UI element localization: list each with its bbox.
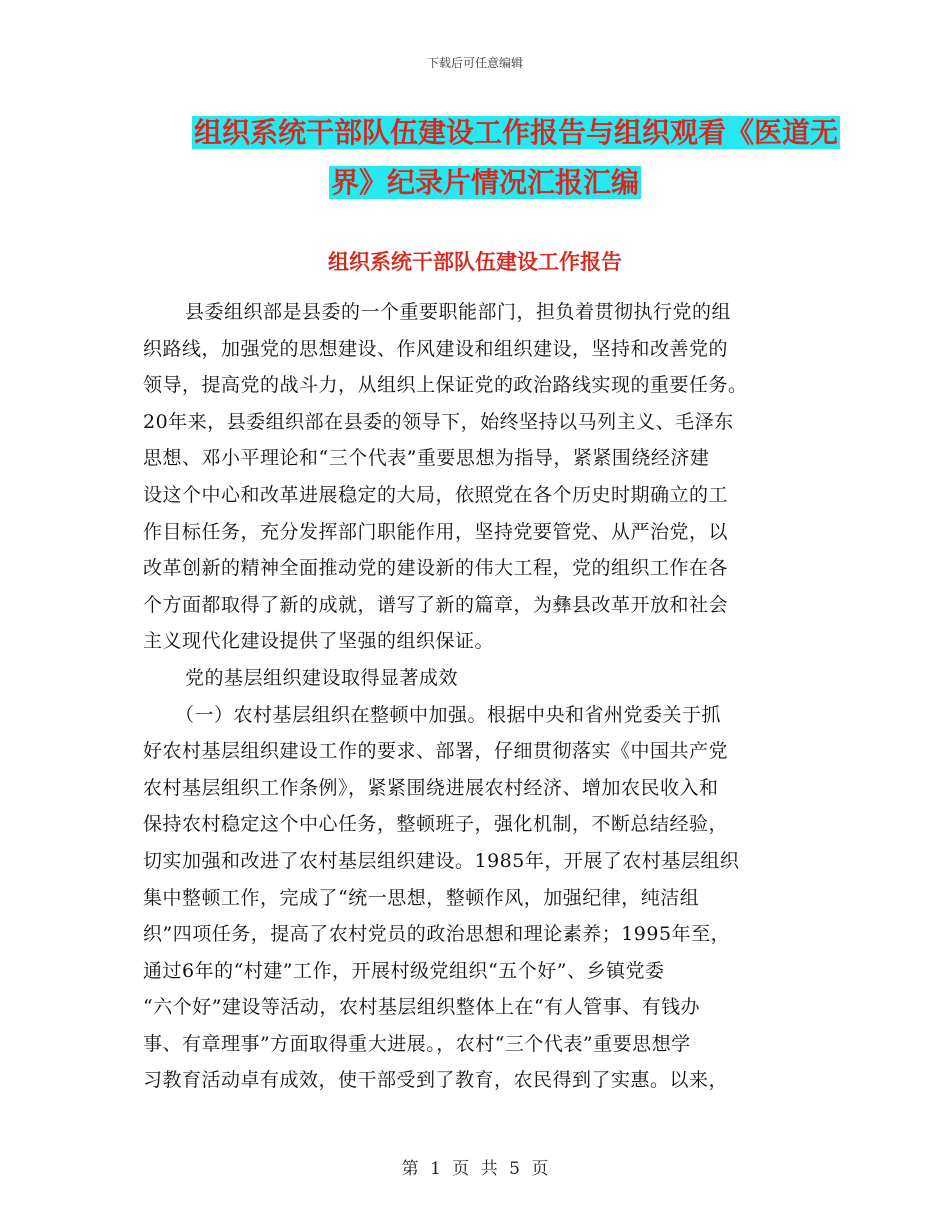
paragraph-2-line: “六个好”建设等活动，农村基层组织整体上在“有人管事、有钱办 — [143, 996, 701, 1019]
paragraph-2-line: 切实加强和改进了农村基层组织建设。1985年，开展了农村基层组织 — [143, 849, 740, 872]
paragraph-2-line: 事、有章理事”方面取得重大进展。，农村“三个代表”重要思想学 — [143, 1032, 691, 1055]
document-title — [150, 108, 839, 208]
paragraph-1-line: 设这个中心和改革进展稳定的大局，依照党在各个历史时期确立的工 — [143, 483, 729, 506]
paragraph-1-line: 20年来，县委组织部在县委的领导下，始终坚持以马列主义、毛泽东 — [143, 410, 734, 433]
paragraph-1-line: 县委组织部是县委的一个重要职能部门，担负着贯彻执行党的组 — [185, 301, 732, 323]
section-title: 组织系统干部队伍建设工作报告 — [328, 250, 622, 274]
paragraph-1-line: 思想、邓小平理论和“三个代表”重要思想为指导，紧紧围绕经济建 — [143, 447, 710, 470]
paragraph-1-line: 改革创新的精神全面推动党的建设新的伟大工程，党的组织工作在各 — [143, 557, 729, 580]
title-line-2-text: 界》纪录片情况汇报汇编 — [331, 166, 640, 199]
title-line-2 — [150, 158, 810, 208]
paragraph-1-line: 主义现代化建设提供了坚强的组织保证。 — [143, 630, 495, 653]
title-line-1 — [150, 108, 839, 158]
paragraph-2-line: 织”四项任务，提高了农村党员的政治思想和理论素养；1995年至， — [143, 923, 731, 946]
header-note: 下载后可任意编辑 — [426, 56, 523, 70]
paragraph-1-line: 作目标任务，充分发挥部门职能作用，坚持党要管党、从严治党，以 — [143, 520, 729, 543]
paragraph-1-line: 织路线，加强党的思想建设、作风建设和组织建设，坚持和改善党的 — [143, 337, 729, 360]
paragraph-2-line: 农村基层组织工作条例》，紧紧围绕进展农村经济、增加农民收入和 — [143, 776, 719, 799]
paragraph-2-line: 保持农村稳定这个中心任务，整顿班子，强化机制，不断总结经验， — [143, 813, 729, 836]
title-line-1-text: 组织系统干部队伍建设工作报告与组织观看《医道无 — [194, 116, 839, 149]
page-footer: 第 1 页 共 5 页 — [401, 1159, 549, 1179]
paragraph-2-line: 集中整顿工作，完成了“统一思想，整顿作风，加强纪律，纯洁组 — [143, 886, 700, 909]
paragraph-2-line: （一）农村基层组织在整顿中加强。根据中央和省州党委关于抓 — [175, 703, 722, 726]
paragraph-2-line: 习教育活动卓有成效，使干部受到了教育，农民得到了实惠。以来， — [143, 1069, 729, 1092]
subheading: 党的基层组织建设取得显著成效 — [185, 666, 459, 689]
paragraph-1-line: 领导，提高党的战斗力，从组织上保证党的政治路线实现的重要任务。 — [143, 374, 748, 397]
paragraph-2-line: 好农村基层组织建设工作的要求、部署，仔细贯彻落实《中国共产党 — [143, 740, 729, 763]
document-body — [143, 294, 803, 1099]
paragraph-2-line: 通过6年的“村建”工作，开展村级党组织“五个好”、乡镇党委 — [143, 959, 665, 982]
paragraph-1-line: 个方面都取得了新的成就，谱写了新的篇章，为彝县改革开放和社会 — [143, 593, 729, 616]
